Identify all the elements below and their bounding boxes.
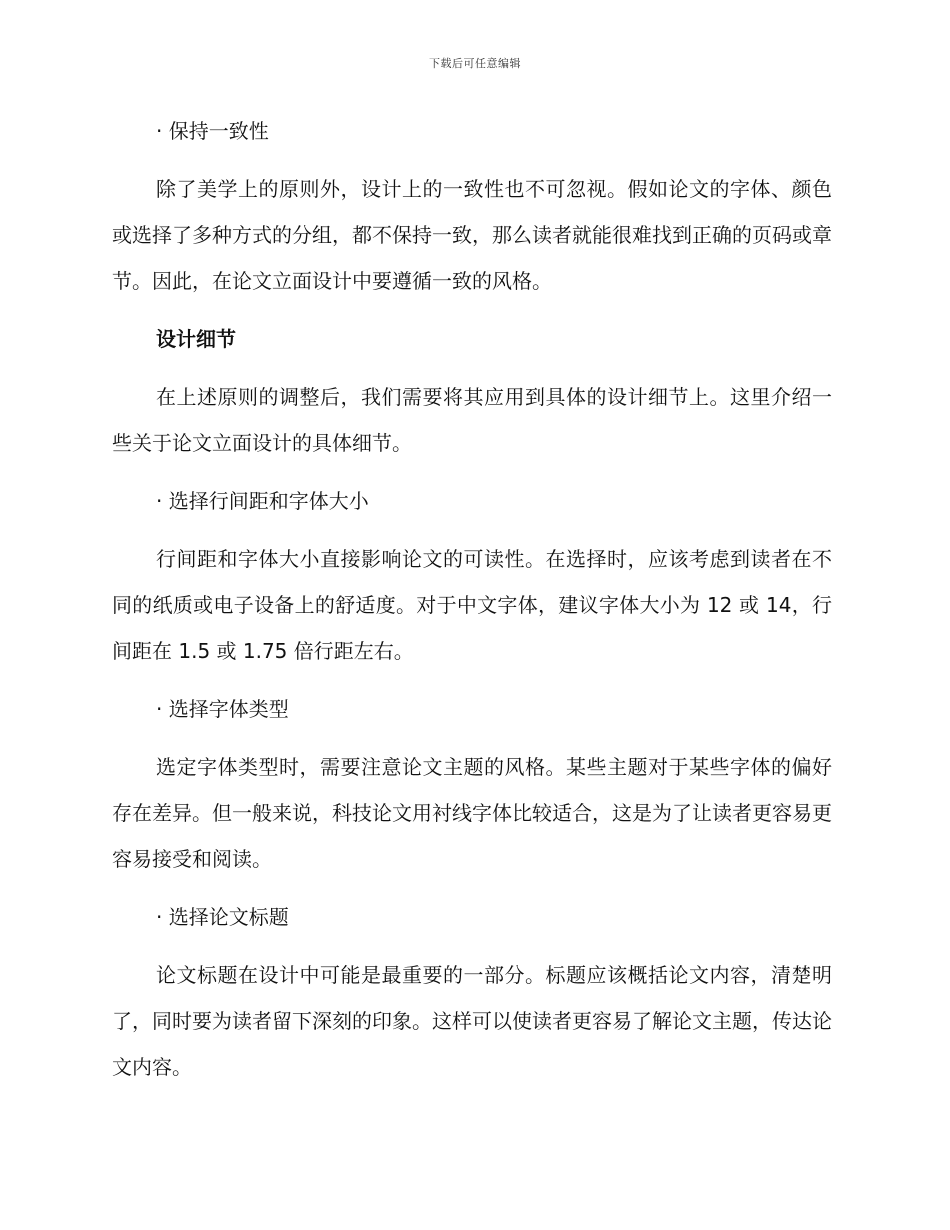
bullet-heading-title: · 选择论文标题 xyxy=(156,905,289,929)
page-header: 下载后可任意编辑 xyxy=(429,57,521,70)
bullet-heading-consistency: · 保持一致性 xyxy=(156,119,269,143)
section-heading-design-details: 设计细节 xyxy=(156,327,236,351)
paragraph-design-details-intro: 在上述原则的调整后，我们需要将其应用到具体的设计细节上。这里介绍一些关于论文立面设计的具体细节。 xyxy=(112,385,832,455)
paragraph-consistency: 除了美学上的原则外，设计上的一致性也不可忽视。假如论文的字体、颜色或选择了多种方式的分组，都不保持一致，那么读者就能很难找到正确的页码或章节。因此，在论文立面设计中要遵循一致的风格。 xyxy=(112,177,832,293)
paragraph-font-type: 选定字体类型时，需要注意论文主题的风格。某些主题对于某些字体的偏好存在差异。但一般来说，科技论文用衬线字体比较适合，这是为了让读者更容易更容易接受和阅读。 xyxy=(112,755,832,871)
bullet-heading-font-type: · 选择字体类型 xyxy=(156,697,289,721)
paragraph-line-spacing: 行间距和字体大小直接影响论文的可读性。在选择时，应该考虑到读者在不同的纸质或电子设备上的舒适度。对于中文字体，建议字体大小为 12 或 14，行间距在 1.5 或 1.75 倍行距左右。 xyxy=(112,547,832,663)
bullet-heading-line-spacing: · 选择行间距和字体大小 xyxy=(156,489,369,513)
paragraph-title: 论文标题在设计中可能是最重要的一部分。标题应该概括论文内容，清楚明了，同时要为读者留下深刻的印象。这样可以使读者更容易了解论文主题，传达论文内容。 xyxy=(112,963,832,1079)
document-body xyxy=(112,108,832,1102)
